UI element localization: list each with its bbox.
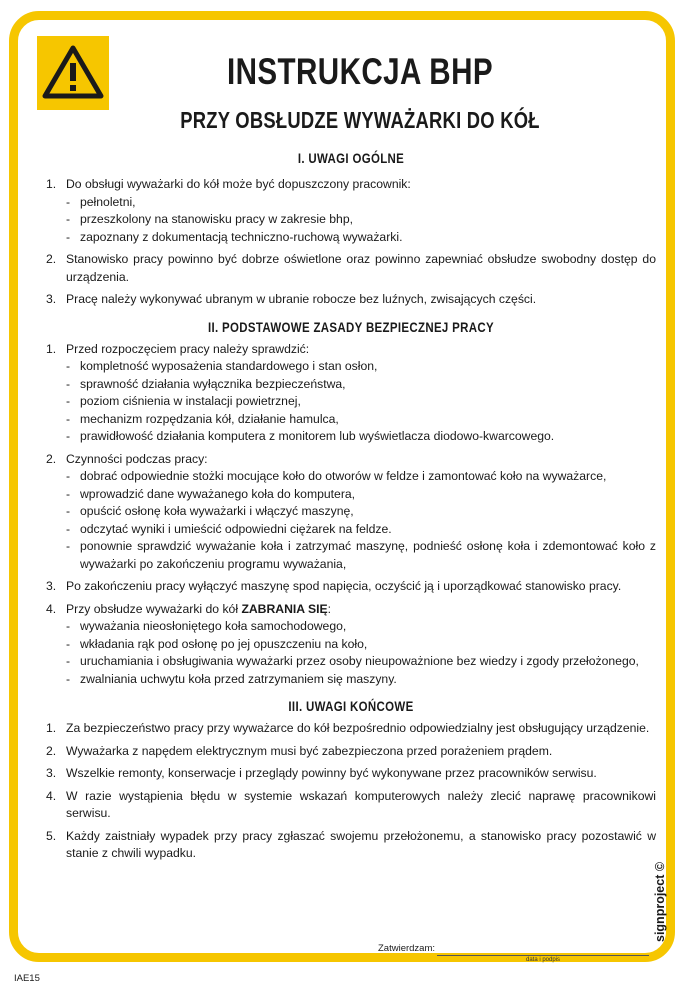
section-heading: III. UWAGI KOŃCOWE [288, 698, 414, 714]
warning-triangle-icon [37, 36, 109, 110]
list-item [46, 176, 656, 194]
item-text: Wyważarka z napędem elektrycznym musi być zabezpieczona przed porażeniem prądem. [66, 743, 553, 758]
sub-item: - zwalniania uchwytu koła przed zatrzymaniem się maszyny. [66, 671, 397, 686]
item-number: 4. [46, 788, 57, 803]
sub-item: - prawidłowość działania komputera z monitorem lub wyświetlacza diodowo-kwarcowego. [66, 429, 555, 443]
item-number: 2. [46, 743, 57, 758]
item-text: Czynności podczas pracy: [66, 451, 208, 466]
sub-item: - odczytać wyniki i umieścić odpowiedni ciężarek na feldze. [66, 521, 392, 536]
signature-line [437, 955, 649, 956]
item-number: 3. [46, 292, 57, 306]
item-number: 3. [46, 579, 57, 593]
item-number: 2. [46, 451, 57, 466]
sub-item: - wyważania nieosłoniętego koła samochodowego, [66, 619, 347, 633]
sub-item: - kompletność wyposażenia standardowego i stan osłon, [66, 359, 378, 373]
item-text: Po zakończeniu pracy wyłączyć maszynę spod napięcia, oczyścić ją i uporządkować stanowisko pracy. [66, 579, 622, 593]
sub-item: - przeszkolony na stanowisku pracy w zakresie bhp, [66, 212, 353, 226]
item-text: Przed rozpoczęciem pracy należy sprawdzić: [66, 341, 310, 356]
sub-item: - pełnoletni, [66, 194, 136, 209]
product-code: IAE15 [14, 973, 40, 984]
item-text: Do obsługi wyważarki do kół może być dopuszczony pracownik: [66, 177, 411, 191]
item-text: Za bezpieczeństwo pracy przy wyważarce do kół bezpośrednio odpowiedzialny jest obsługujący urządzenie. [66, 721, 650, 735]
item-number: 1. [46, 721, 57, 735]
item-text: Wszelkie remonty, konserwacje i przeglądy powinny być wykonywane przez pracowników serwisu. [66, 766, 597, 780]
item-number: 4. [46, 601, 57, 616]
item-number: 2. [46, 252, 57, 266]
sub-item: - mechanizm rozpędzania kół, działanie hamulca, [66, 411, 339, 426]
list-item [46, 451, 656, 469]
sub-item: - ponownie sprawdzić wyważanie koła i zatrzymać maszynę, podnieść osłonę koła i zdemontować koło z wyważarki po zakończeniu programu wyważania, [66, 539, 656, 571]
sub-item: - wprowadzić dane wyważanego koła do komputera, [66, 486, 356, 501]
sub-item: - sprawność działania wyłącznika bezpieczeństwa, [66, 376, 346, 391]
prohibited-emphasis: ZABRANIA SIĘ [241, 601, 328, 616]
sub-item: - uruchamiania i obsługiwania wyważarki przez osoby nieupoważnione bez wiedzy i zgody przełożonego, [66, 654, 639, 668]
item-number: 3. [46, 766, 57, 780]
item-text: Każdy zaistniały wypadek przy pracy zgłaszać swojemu przełożonemu, a stanowisko pracy pozostawić w stanie z chwili wypadku. [66, 828, 656, 860]
item-text: Stanowisko pracy powinno być dobrze oświetlone oraz powinno zapewniać obsłudze swobodny dostęp do urządzenia. [66, 252, 656, 284]
sub-item: - zapoznany z dokumentacją techniczno-ruchową wyważarki. [66, 229, 403, 244]
approve-label: Zatwierdzam: [378, 943, 436, 954]
list-item [46, 720, 656, 738]
list-item [46, 765, 656, 783]
item-text: W razie wystąpienia błędu w systemie wskazań komputerowych należy zlecić naprawę pracownikowi serwisu. [66, 788, 656, 820]
page-title: INSTRUKCJA BHP [227, 51, 493, 92]
section-heading: II. PODSTAWOWE ZASADY BEZPIECZNEJ PRACY [207, 318, 495, 335]
item-number: 5. [46, 828, 57, 843]
item-number: 1. [46, 177, 57, 191]
instruction-content [46, 150, 656, 863]
page-subtitle: PRZY OBSŁUDZE WYWAŻARKI DO KÓŁ [180, 107, 540, 133]
sub-item: - wkładania rąk pod osłonę po jej opuszczeniu na koło, [66, 636, 368, 651]
item-text: Przy obsłudze wyważarki do kół ZABRANIA SIĘ: [66, 601, 332, 616]
list-item [46, 251, 656, 286]
brand-mark: signproject © [653, 861, 667, 942]
list-item [46, 578, 656, 596]
list-item [46, 828, 656, 863]
sub-item: - opuścić osłonę koła wyważarki i włączyć maszynę, [66, 504, 354, 518]
list-item [46, 743, 656, 761]
list-item [46, 788, 656, 823]
warning-sign [37, 36, 109, 110]
section-heading: I. UWAGI OGÓLNE [297, 150, 405, 166]
signature-caption: data i podpis [526, 957, 561, 963]
item-text: Pracę należy wykonywać ubranym w ubranie robocze bez luźnych, zwisających części. [66, 292, 537, 306]
list-item [46, 291, 656, 309]
sub-item: - poziom ciśnienia w instalacji powietrznej, [66, 394, 301, 408]
list-item [46, 601, 656, 619]
list-item [46, 341, 656, 359]
sub-item: - dobrać odpowiednie stożki mocujące koło do otworów w feldze i zamontować koło na wyważarce, [66, 469, 607, 483]
item-number: 1. [46, 341, 57, 356]
